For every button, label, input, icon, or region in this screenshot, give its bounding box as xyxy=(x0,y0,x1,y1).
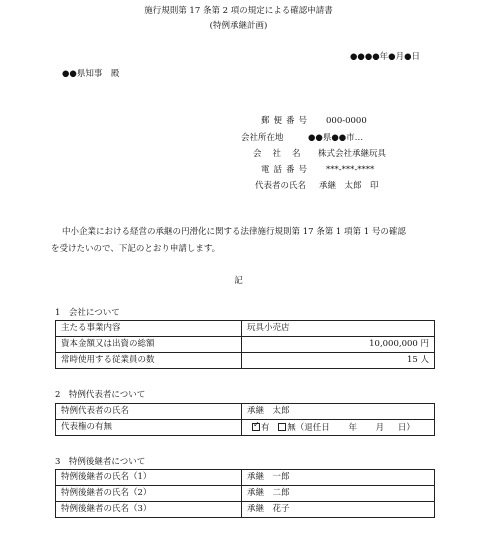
rep-authority-value xyxy=(242,420,435,436)
postal-code-label: 郵便番号 xyxy=(261,116,312,126)
successor2-label: 特例後継者の氏名（2） xyxy=(56,486,242,502)
capital-value: 10,000,000 円 xyxy=(242,337,435,353)
successor2-value: 承継 二郎 xyxy=(242,486,435,502)
phone-value: ***-***-**** xyxy=(326,165,375,175)
section1-heading: 1 会社について xyxy=(55,308,120,318)
section2-heading: 2 特例代表者について xyxy=(55,390,146,400)
request-paragraph-line2: を受けたいので、下記のとおり申請します。 xyxy=(51,244,221,254)
table-row xyxy=(56,420,435,436)
section3-heading: 3 特例後継者について xyxy=(55,457,146,467)
representative-value: 承継 太郎 印 xyxy=(319,181,379,191)
document-title: 施行規則第 17 条第 2 項の規定による確認申請書 xyxy=(144,6,333,16)
yes-checkbox[interactable] xyxy=(252,423,260,431)
rep-authority-label: 代表権の有無 xyxy=(56,420,242,436)
phone-label: 電話番号 xyxy=(261,165,312,175)
table-row xyxy=(56,486,435,502)
representative-table xyxy=(55,403,435,436)
main-business-label: 主たる事業内容 xyxy=(56,321,242,337)
no-checkbox[interactable] xyxy=(278,423,286,431)
special-rep-name-label: 特例代表者の氏名 xyxy=(56,404,242,420)
employees-label: 常時使用する従業員の数 xyxy=(56,353,242,369)
successor-table xyxy=(55,469,435,518)
retire-year-label: 年 xyxy=(348,422,357,433)
special-rep-name-value: 承継 太郎 xyxy=(242,404,435,420)
table-row xyxy=(56,502,435,518)
company-address-value: ●●県●●市… xyxy=(308,133,364,143)
company-name-value: 株式会社承継玩具 xyxy=(318,149,387,159)
addressee: ●●県知事 殿 xyxy=(62,69,120,79)
successor1-label: 特例後継者の氏名（1） xyxy=(56,470,242,486)
postal-code-value: 000-0000 xyxy=(326,116,367,126)
application-date: ●●●●年●月●日 xyxy=(349,52,420,62)
retire-month-label: 月 xyxy=(375,422,385,433)
successor3-value: 承継 花子 xyxy=(242,502,435,518)
retire-day-label: 日） xyxy=(397,422,415,433)
main-business-value: 玩具小売店 xyxy=(242,321,435,337)
company-name-label xyxy=(253,149,312,159)
table-row xyxy=(56,337,435,353)
company-name-label-text: 会社名 xyxy=(253,149,312,159)
employees-value: 15 人 xyxy=(242,353,435,369)
table-row xyxy=(56,353,435,369)
request-paragraph-line1: 中小企業における経営の承継の円滑化に関する法律施行規則第 17 条第 1 項第 1 号の確認 xyxy=(62,227,406,237)
document-subtitle: (特例承継計画) xyxy=(209,21,268,31)
yes-label: 有 xyxy=(261,422,270,433)
successor1-value: 承継 一郎 xyxy=(242,470,435,486)
representative-label: 代表者の氏名 xyxy=(255,181,307,191)
company-address-label: 会社所在地 xyxy=(241,133,284,143)
no-label: 無（退任日 xyxy=(287,422,330,433)
table-row xyxy=(56,404,435,420)
successor3-label: 特例後継者の氏名（3） xyxy=(56,502,242,518)
ki-heading: 記 xyxy=(234,276,243,286)
table-row xyxy=(56,321,435,337)
company-table xyxy=(55,320,435,369)
table-row xyxy=(56,470,435,486)
capital-label: 資本金額又は出資の総額 xyxy=(56,337,242,353)
